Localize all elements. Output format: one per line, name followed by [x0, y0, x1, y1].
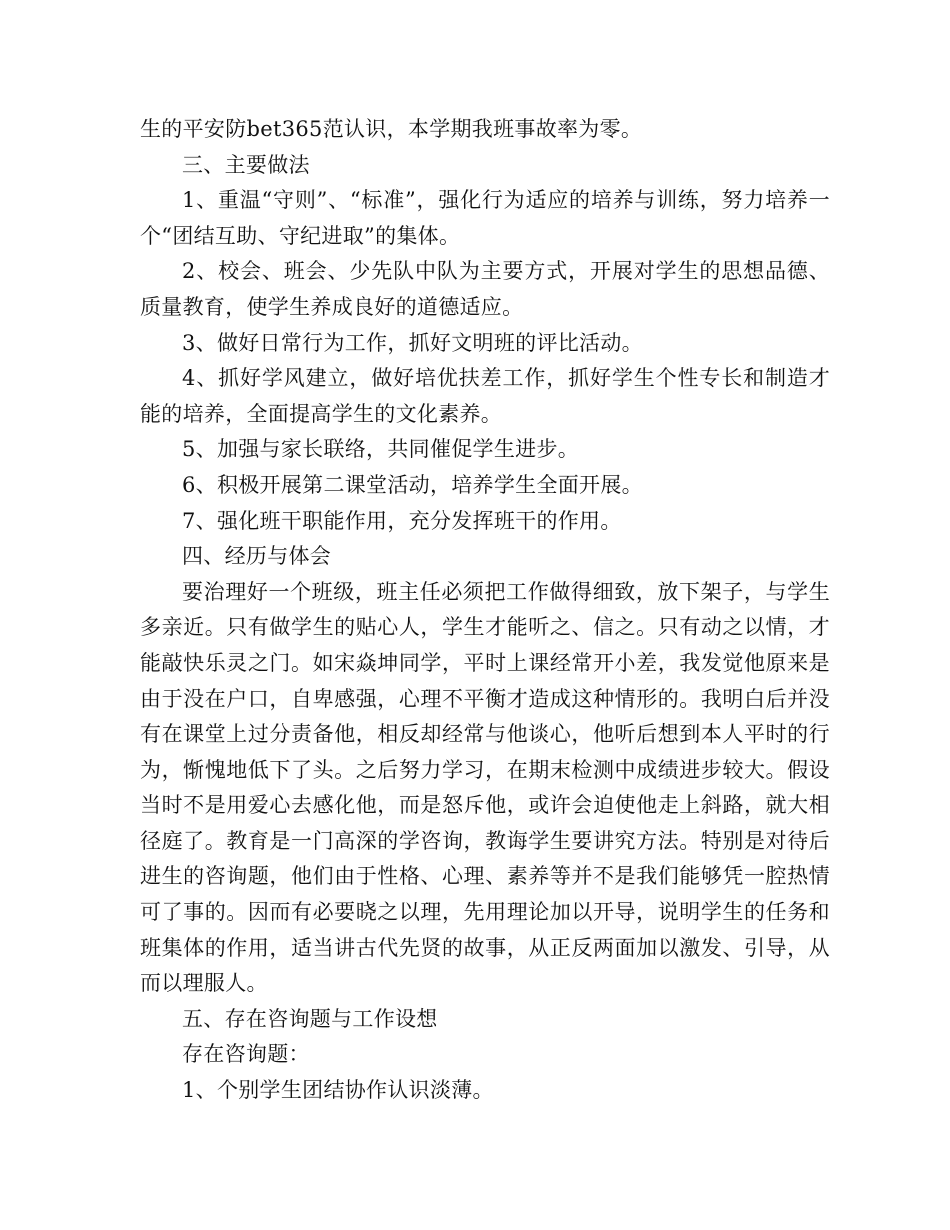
problem-item-1: 1、个别学生团结协作认识淡薄。: [182, 1078, 494, 1103]
section-heading-5: 五、存在咨询题与工作设想: [182, 1006, 438, 1031]
paragraph-continuation: 生的平安防bet365范认识，本学期我班事故率为零。: [140, 117, 643, 141]
body-paragraph-experience: 要治理好一个班级，班主任必须把工作做得细致，放下架子，与学生多亲近。只有做学生的贴心人，学生才能听之、信之。只有动之以情，才能敲快乐灵之门。如宋焱坤同学，平时上课经常开小差，我发觉他原来是由于没在户口，自卑感强，心理不平衡才造成这种情形的。我明白后并没有在课堂上过分责备他，相反却经常与他谈心，他听后想到本人平时的行为，惭愧地低下了头。之后努力学习，在期末检测中成绩进步较大。假设当时不是用爱心去感化他，而是怒斥他，或许会迫使他走上斜路，就大相径庭了。教育是一门高深的学咨询，教诲学生要讲究方法。特别是对待后进生的咨询题，他们由于性格、心理、素养等并不是我们能够凭一腔热情可了事的。因而有必要晓之以理，先用理论加以开导，说明学生的任务和班集体的作用，适当讲古代先贤的故事，从正反两面加以激发、引导，从而以理服人。: [140, 579, 830, 996]
list-item-6: 6、积极开展第二课堂活动，培养学生全面开展。: [182, 472, 643, 497]
list-item-3: 3、做好日常行为工作，抓好文明班的评比活动。: [182, 330, 643, 355]
document-page: [140, 112, 830, 1109]
section-heading-4: 四、经历与体会: [182, 544, 332, 569]
list-item-7: 7、强化班干职能作用，充分发挥班干的作用。: [182, 508, 622, 533]
section-heading-3: 三、主要做法: [182, 152, 310, 177]
list-item-5: 5、加强与家长联络，共同催促学生进步。: [182, 437, 580, 462]
subheading-problems: 存在咨询题：: [182, 1042, 310, 1067]
list-item-2: 2、校会、班会、少先队中队为主要方式，开展对学生的思想品德、质量教育，使学生养成良好的道德适应。: [140, 259, 830, 319]
list-item-4: 4、抓好学风建立，做好培优扶差工作，抓好学生个性专长和制造才能的培养，全面提高学生的文化素养。: [140, 366, 830, 426]
list-item-1: 1、重温“守则”、“标准”，强化行为适应的培养与训练，努力培养一个“团结互助、守纪进取”的集体。: [140, 188, 830, 248]
